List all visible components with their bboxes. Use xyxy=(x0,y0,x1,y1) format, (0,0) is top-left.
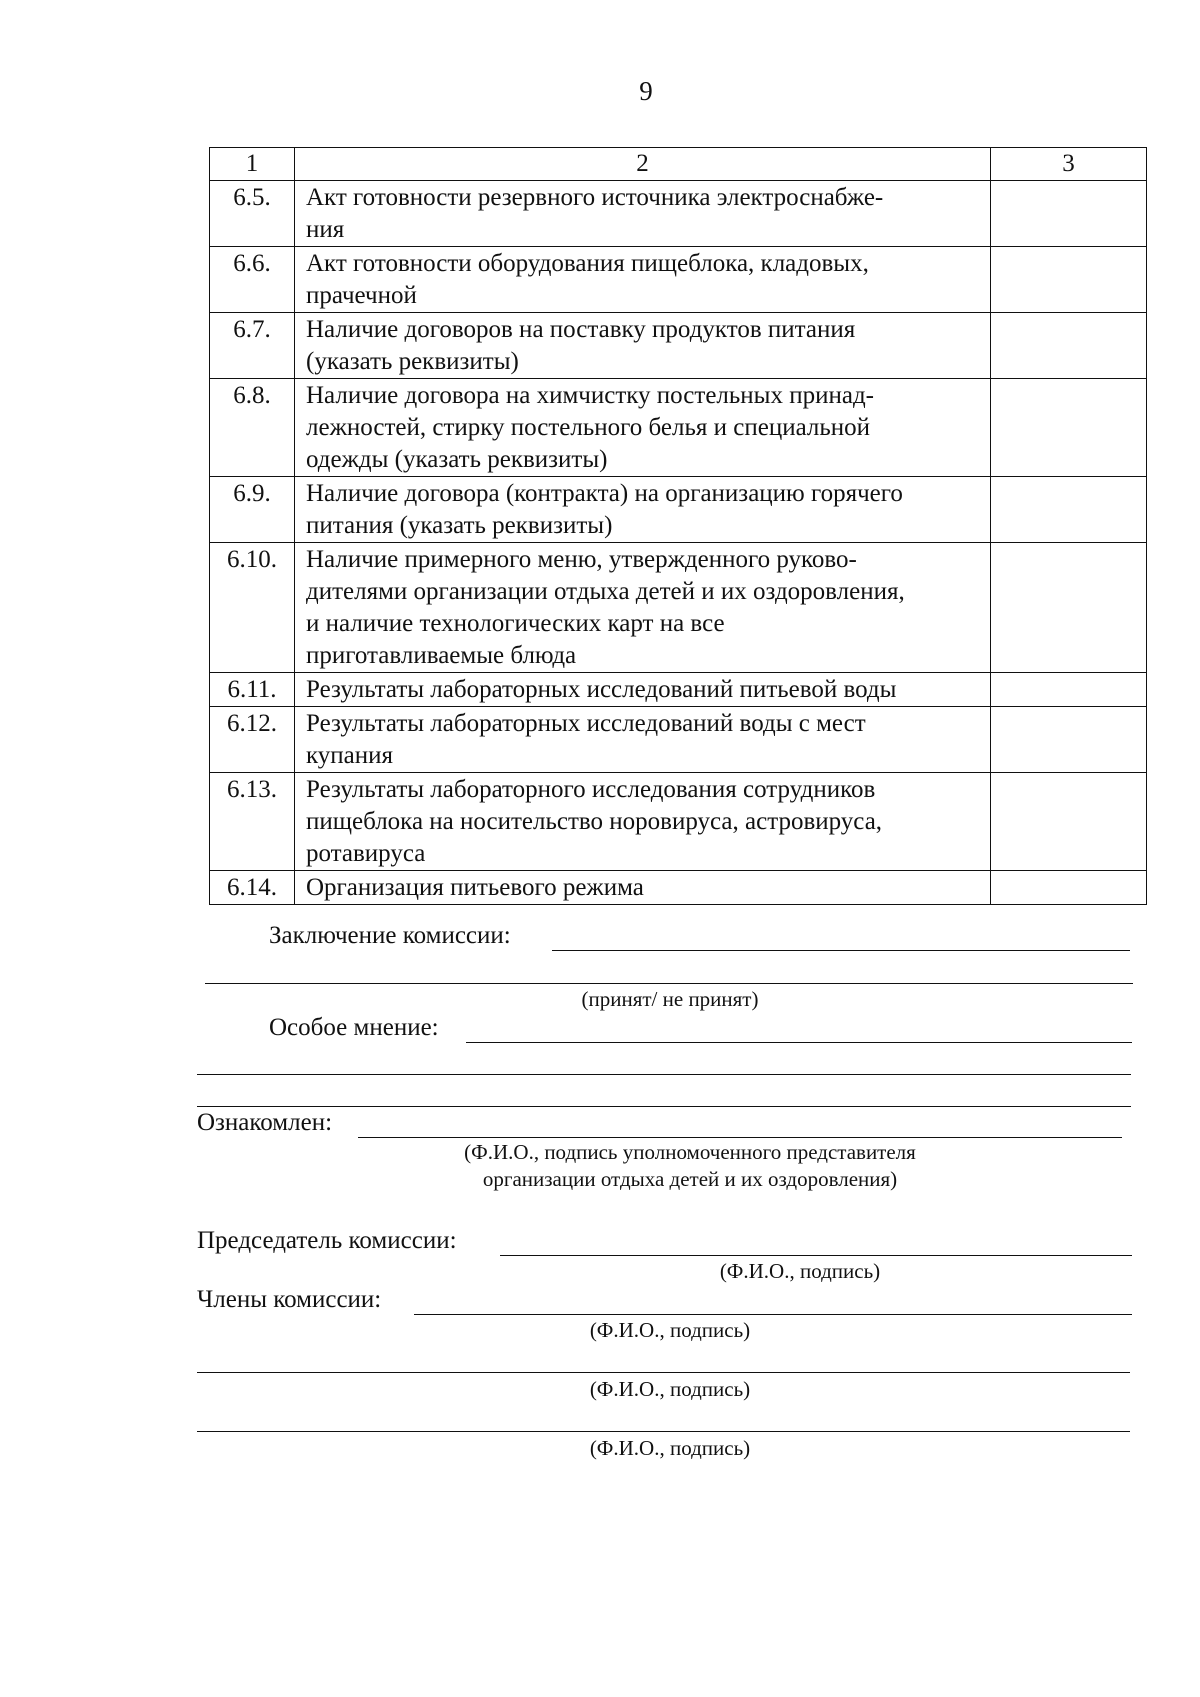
special-opinion-field-line-2[interactable] xyxy=(197,1074,1131,1075)
checklist-table xyxy=(209,147,1147,905)
chairman-field[interactable] xyxy=(500,1255,1132,1256)
table-row xyxy=(210,773,1147,871)
row-value-cell[interactable] xyxy=(991,673,1147,707)
row-text: Результаты лабораторного исследования сотрудников пищеблока на носительство норовируса, астровируса, ротавируса xyxy=(295,773,991,871)
row-text: Организация питьевого режима xyxy=(295,871,991,905)
member-caption-3: (Ф.И.О., подпись) xyxy=(589,1436,751,1460)
special-opinion-field-line-3[interactable] xyxy=(197,1106,1131,1107)
member-field-1[interactable] xyxy=(414,1314,1132,1315)
row-text: Наличие договоров на поставку продуктов питания (указать реквизиты) xyxy=(295,313,991,379)
row-text: Акт готовности резервного источника электроснабже- ния xyxy=(295,181,991,247)
row-text: Наличие договора на химчистку постельных принад- лежностей, стирку постельного белья и специальной одежды (указать реквизиты) xyxy=(295,379,991,477)
table-row xyxy=(210,543,1147,673)
row-value-cell[interactable] xyxy=(991,379,1147,477)
special-opinion-field[interactable] xyxy=(466,1042,1132,1043)
page-number: 9 xyxy=(639,76,653,106)
table-row xyxy=(210,673,1147,707)
acquainted-label: Ознакомлен: xyxy=(197,1109,333,1136)
row-value-cell[interactable] xyxy=(991,543,1147,673)
acquainted-caption-line-2: организации отдыха детей и их оздоровления) xyxy=(482,1167,898,1191)
conclusion-field[interactable] xyxy=(552,950,1130,951)
member-field-3[interactable] xyxy=(197,1431,1130,1432)
acquainted-caption-line-1: (Ф.И.О., подпись уполномоченного представителя xyxy=(464,1140,916,1164)
chairman-label: Председатель комиссии: xyxy=(197,1227,457,1254)
row-number: 6.9. xyxy=(210,477,295,543)
column-header-1: 1 xyxy=(210,148,295,181)
row-number: 6.10. xyxy=(210,543,295,673)
table-row xyxy=(210,313,1147,379)
conclusion-label: Заключение комиссии: xyxy=(269,922,511,949)
table-row xyxy=(210,247,1147,313)
row-number: 6.11. xyxy=(210,673,295,707)
row-value-cell[interactable] xyxy=(991,477,1147,543)
chairman-caption: (Ф.И.О., подпись) xyxy=(719,1259,881,1283)
row-text: Результаты лабораторных исследований питьевой воды xyxy=(295,673,991,707)
row-text: Акт готовности оборудования пищеблока, кладовых, прачечной xyxy=(295,247,991,313)
row-value-cell[interactable] xyxy=(991,773,1147,871)
row-text: Наличие договора (контракта) на организацию горячего питания (указать реквизиты) xyxy=(295,477,991,543)
conclusion-field-line-2[interactable] xyxy=(205,983,1133,984)
row-number: 6.6. xyxy=(210,247,295,313)
table-row xyxy=(210,181,1147,247)
table-row xyxy=(210,707,1147,773)
row-value-cell[interactable] xyxy=(991,871,1147,905)
row-number: 6.5. xyxy=(210,181,295,247)
table-row xyxy=(210,379,1147,477)
row-number: 6.8. xyxy=(210,379,295,477)
members-label: Члены комиссии: xyxy=(197,1286,382,1313)
row-number: 6.12. xyxy=(210,707,295,773)
row-number: 6.13. xyxy=(210,773,295,871)
row-value-cell[interactable] xyxy=(991,313,1147,379)
column-header-2: 2 xyxy=(295,148,991,181)
table-row xyxy=(210,871,1147,905)
row-value-cell[interactable] xyxy=(991,181,1147,247)
member-caption-2: (Ф.И.О., подпись) xyxy=(589,1377,751,1401)
table-header-row xyxy=(210,148,1147,181)
acquainted-field[interactable] xyxy=(358,1137,1122,1138)
row-value-cell[interactable] xyxy=(991,247,1147,313)
row-value-cell[interactable] xyxy=(991,707,1147,773)
row-number: 6.7. xyxy=(210,313,295,379)
column-header-3: 3 xyxy=(991,148,1147,181)
row-number: 6.14. xyxy=(210,871,295,905)
row-text: Результаты лабораторных исследований воды с мест купания xyxy=(295,707,991,773)
row-text: Наличие примерного меню, утвержденного руково- дителями организации отдыха детей и их оздоровления, и наличие технологических карт на все приготавливаемые блюда xyxy=(295,543,991,673)
conclusion-caption: (принят/ не принят) xyxy=(581,987,759,1011)
member-field-2[interactable] xyxy=(197,1372,1130,1373)
member-caption-1: (Ф.И.О., подпись) xyxy=(589,1318,751,1342)
table-row xyxy=(210,477,1147,543)
special-opinion-label: Особое мнение: xyxy=(269,1014,439,1041)
